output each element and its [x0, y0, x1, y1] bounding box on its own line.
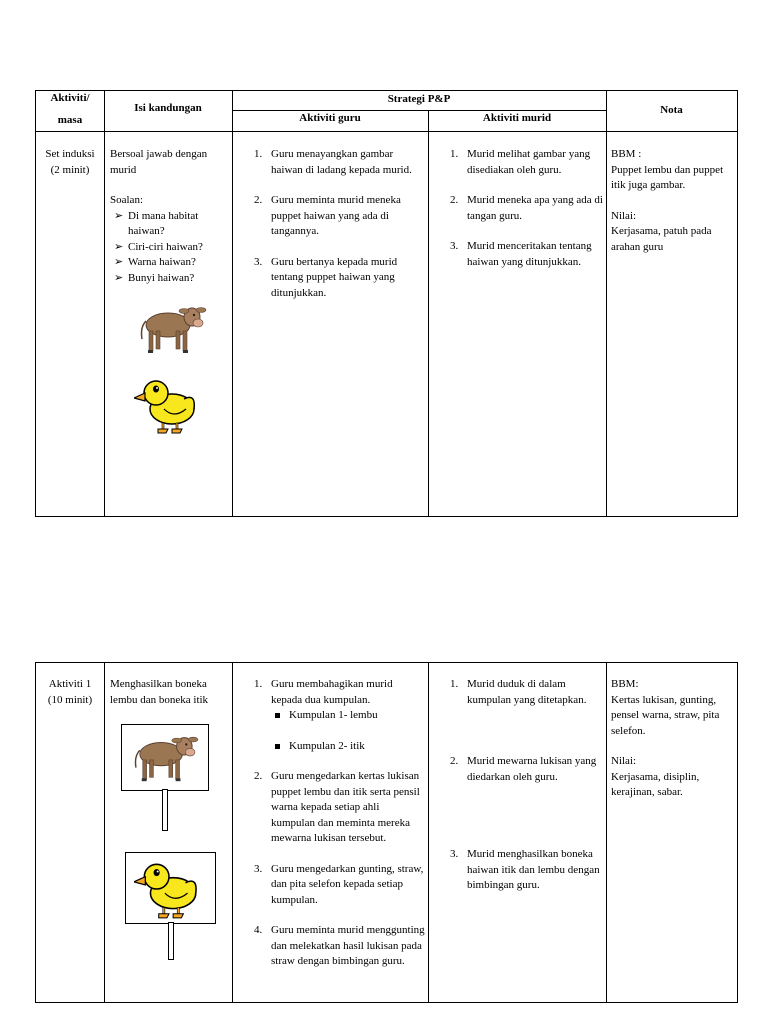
row2-teacher — [254, 677, 426, 985]
row1-activity — [36, 147, 104, 178]
duck-puppet-frame — [125, 852, 216, 924]
nilai-label: Nilai: — [611, 755, 637, 767]
row2-activity — [36, 677, 104, 708]
step-number: 3. — [450, 848, 459, 860]
header-activity — [36, 91, 104, 128]
step-text: Guru mengedarkan kertas lukisan puppet lembu dan itik serta pensil warna kepada setiap ahli kumpulan dan meminta mereka mewarna lukisan tersebut. — [271, 770, 420, 844]
question-item — [110, 209, 230, 240]
nilai-text: Kerjasama, disiplin, kerajinan, sabar. — [611, 770, 700, 798]
step-number: 3. — [254, 862, 263, 875]
header-teacher: Aktiviti guru — [299, 112, 361, 124]
bbm-label: BBM: — [611, 678, 639, 690]
group-text: Kumpulan 1- lembu — [289, 709, 378, 721]
student-step — [450, 193, 604, 224]
step-number: 3. — [450, 240, 459, 252]
column-divider — [606, 91, 607, 516]
arrow-bullet-icon: ➢ — [114, 209, 124, 222]
group-list — [271, 708, 426, 754]
nilai-text: Kerjasama, patuh pada arahan guru — [611, 225, 712, 253]
question-item — [110, 271, 230, 287]
bbm-text: Kertas lukisan, gunting, pensel warna, straw, pita selefon. — [611, 693, 720, 737]
straw-stick — [162, 789, 168, 831]
bbm-label: BBM : — [611, 148, 642, 160]
student-step — [450, 847, 604, 894]
student-steps — [450, 677, 604, 894]
square-bullet-icon — [275, 713, 280, 718]
teacher-step — [254, 923, 426, 970]
group-item — [271, 739, 426, 755]
header-content: Isi kandungan — [134, 102, 202, 114]
step-text: Guru meminta murid meneka puppet haiwan yang ada di tangannya. — [271, 194, 401, 237]
teacher-steps — [254, 147, 426, 301]
question-text: Di mana habitat haiwan? — [128, 209, 199, 237]
lesson-table-1 — [35, 90, 738, 517]
column-divider — [606, 663, 607, 1002]
header-activity-line1: Aktiviti/ — [50, 92, 90, 104]
step-number: 1. — [254, 678, 263, 690]
step-text: Murid menceritakan tentang haiwan yang ditunjukkan. — [467, 240, 592, 268]
header-strategy: Strategi P&P — [387, 93, 451, 105]
teacher-step — [254, 677, 426, 754]
header-student: Aktiviti murid — [482, 112, 552, 124]
questions-list — [110, 209, 230, 287]
student-step — [450, 754, 604, 785]
straw-stick — [168, 922, 174, 960]
row2-content — [110, 677, 230, 708]
content-intro: Menghasilkan boneka lembu dan boneka itik — [110, 678, 209, 706]
step-text: Guru menayangkan gambar haiwan di ladang kepada murid. — [271, 148, 412, 176]
step-number: 1. — [450, 148, 459, 160]
activity-name: Aktiviti 1 — [48, 678, 92, 690]
step-number: 2. — [450, 755, 459, 767]
teacher-step — [254, 193, 426, 240]
row1-teacher — [254, 147, 426, 316]
header-activity-line2: masa — [57, 113, 83, 126]
step-number: 1. — [450, 678, 459, 690]
cow-image — [128, 727, 202, 787]
step-number: 3. — [254, 255, 263, 268]
arrow-bullet-icon: ➢ — [114, 240, 124, 253]
teacher-step — [254, 769, 426, 847]
step-text: Murid menghasilkan boneka haiwan itik dan lembu dengan bimbingan guru. — [467, 848, 600, 891]
questions-label: Soalan: — [110, 194, 143, 206]
student-step — [450, 677, 604, 708]
step-number: 2. — [254, 194, 263, 206]
activity-name: Set induksi — [45, 148, 95, 160]
step-text: Murid mewarna lukisan yang diedarkan oleh guru. — [467, 755, 597, 783]
step-text: Guru membahagikan murid kepada dua kumpulan. — [271, 678, 393, 706]
question-text: Bunyi haiwan? — [128, 271, 195, 284]
duck-image — [134, 856, 204, 920]
student-step — [450, 239, 604, 270]
header-notes: Nota — [660, 104, 683, 116]
column-divider — [428, 663, 429, 1002]
row-divider — [36, 131, 737, 132]
row2-notes — [611, 677, 733, 801]
step-number: 1. — [254, 148, 263, 160]
cow-puppet-frame — [121, 724, 209, 791]
square-bullet-icon — [275, 744, 280, 749]
bbm-text: Puppet lembu dan puppet itik juga gambar. — [611, 163, 724, 191]
teacher-step — [254, 147, 426, 178]
step-text: Guru mengedarkan gunting, straw, dan pita selefon kepada setiap kumpulan. — [271, 862, 424, 906]
student-steps — [450, 147, 604, 270]
content-intro: Bersoal jawab dengan murid — [110, 148, 208, 176]
arrow-bullet-icon: ➢ — [114, 271, 124, 284]
question-item — [110, 240, 230, 256]
question-item — [110, 255, 230, 271]
cow-image — [136, 297, 208, 359]
column-divider — [104, 663, 105, 1002]
student-step — [450, 147, 604, 178]
step-number: 2. — [450, 194, 459, 206]
row1-content — [110, 147, 230, 286]
column-divider — [232, 91, 233, 516]
step-text: Murid duduk di dalam kumpulan yang ditetapkan. — [467, 678, 587, 706]
teacher-step — [254, 255, 426, 302]
question-text: Warna haiwan? — [128, 256, 196, 268]
teacher-step — [254, 862, 426, 909]
step-number: 2. — [254, 770, 263, 782]
column-divider — [104, 91, 105, 516]
row1-student — [450, 147, 604, 285]
nilai-label: Nilai: — [611, 209, 637, 222]
column-divider — [232, 663, 233, 1002]
teacher-steps — [254, 677, 426, 970]
step-number: 4. — [254, 924, 263, 936]
activity-time: (10 minit) — [47, 693, 93, 706]
step-text: Murid meneka apa yang ada di tangan guru. — [467, 194, 603, 222]
group-text: Kumpulan 2- itik — [289, 739, 365, 752]
activity-time: (2 minit) — [50, 163, 90, 176]
row1-notes — [611, 147, 733, 255]
arrow-bullet-icon: ➢ — [114, 256, 124, 268]
step-text: Guru meminta murid menggunting dan melekatkan hasil lukisan pada straw dengan bimbingan guru. — [271, 924, 425, 967]
row2-student — [450, 677, 604, 909]
step-text: Guru bertanya kepada murid tentang puppet haiwan yang ditunjukkan. — [271, 255, 398, 299]
step-text: Murid melihat gambar yang disediakan oleh guru. — [467, 148, 591, 176]
duck-image — [134, 373, 202, 435]
group-item — [271, 708, 426, 724]
lesson-table-2 — [35, 662, 738, 1003]
column-divider — [428, 111, 429, 516]
question-text: Ciri-ciri haiwan? — [128, 240, 203, 253]
